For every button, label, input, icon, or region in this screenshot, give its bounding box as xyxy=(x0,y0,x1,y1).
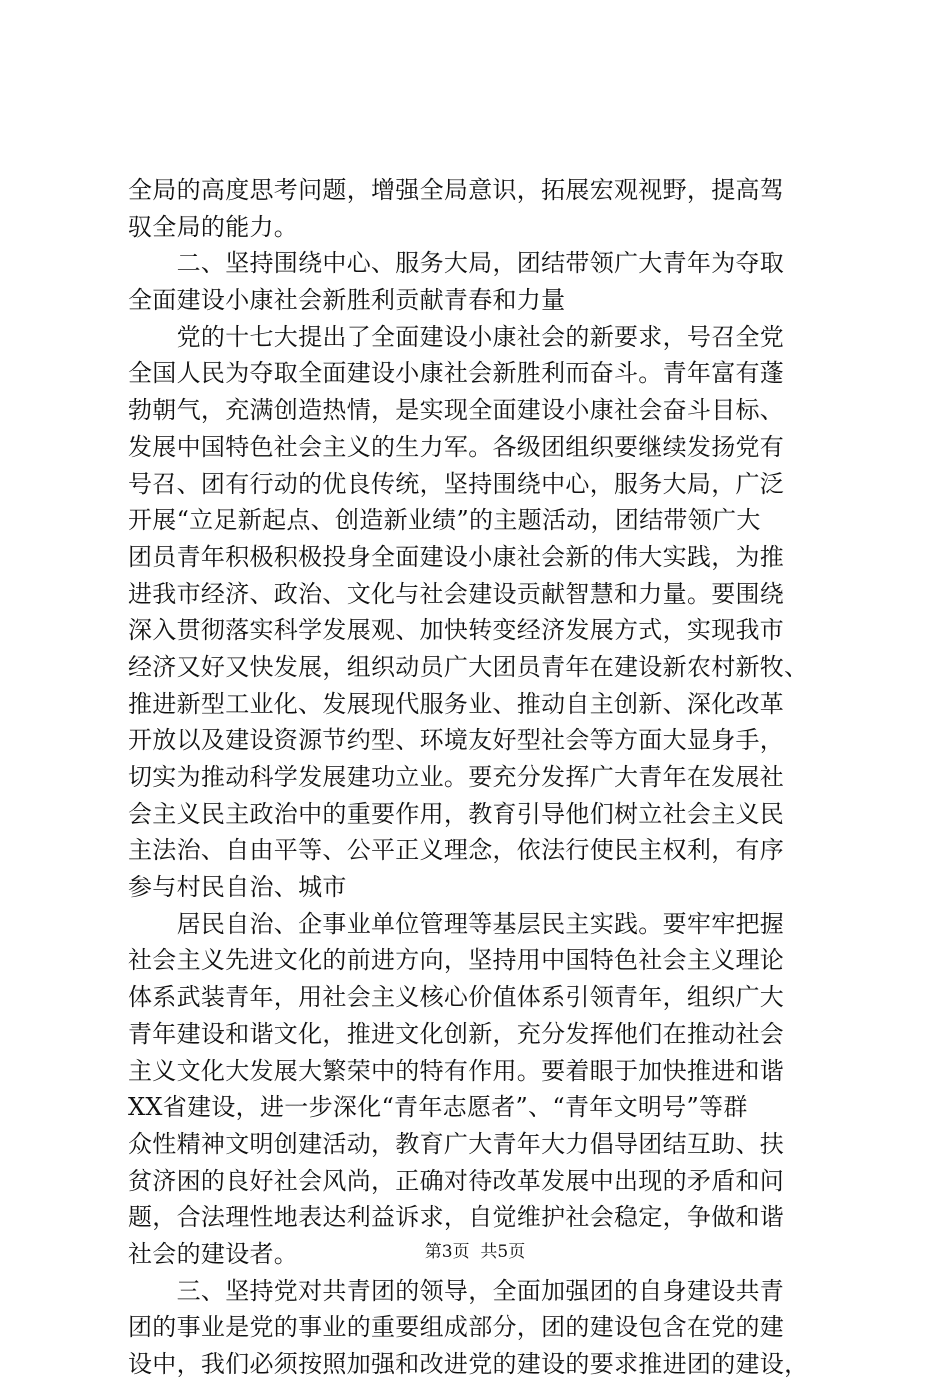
body-text xyxy=(128,172,828,1383)
text-line: 深入贯彻落实科学发展观、加快转变经济发展方式，实现我市 xyxy=(128,616,785,645)
text-line: 党的十七大提出了全面建设小康社会的新要求，号召全党 xyxy=(128,322,785,351)
text-line: 推进新型工业化、发展现代服务业、推动自主创新、深化改革 xyxy=(128,689,785,718)
text-line: 参与村民自治、城市 xyxy=(128,873,347,902)
text-line: 社会主义先进文化的前进方向，坚持用中国特色社会主义理论 xyxy=(128,946,785,975)
text-line: 主义文化大发展大繁荣中的特有作用。要着眼于加快推进和谐 xyxy=(128,1056,785,1085)
section-heading-line: 三、坚持党对共青团的领导，全面加强团的自身建设共青 xyxy=(128,1276,785,1305)
text-line: 发展中国特色社会主义的生力军。各级团组织要继续发扬党有 xyxy=(128,432,785,461)
text-line: 全国人民为夺取全面建设小康社会新胜利而奋斗。青年富有蓬 xyxy=(128,359,785,388)
text-line: 设中，我们必须按照加强和改进党的建设的要求推进团的建设， xyxy=(128,1350,809,1378)
section-heading-line: 二、坚持围绕中心、服务大局，团结带领广大青年为夺取 xyxy=(128,249,785,278)
text-line: 进我市经济、政治、文化与社会建设贡献智慧和力量。要围绕 xyxy=(128,579,785,608)
text-line: 切实为推动科学发展建功立业。要充分发挥广大青年在发展社 xyxy=(128,763,785,791)
text-line: 经济又好又快发展，组织动员广大团员青年在建设新农村新牧、 xyxy=(128,652,809,681)
text-line: XX省建设，进一步深化“青年志愿者”、“青年文明号”等群 xyxy=(128,1093,748,1122)
text-line: 青年建设和谐文化，推进文化创新，充分发挥他们在推动社会 xyxy=(128,1019,785,1048)
text-line: 居民自治、企事业单位管理等基层民主实践。要牢牢把握 xyxy=(128,909,785,938)
text-line: 主法治、自由平等、公平正义理念，依法行使民主权利，有序 xyxy=(128,836,785,865)
text-line: 众性精神文明创建活动，教育广大青年大力倡导团结互助、扶 xyxy=(128,1129,785,1158)
text-line: 体系武装青年，用社会主义核心价值体系引领青年，组织广大 xyxy=(128,983,785,1012)
text-line: 全局的高度思考问题，增强全局意识，拓展宏观视野，提高驾 xyxy=(128,176,785,204)
text-line: 团的事业是党的事业的重要组成部分，团的建设包含在党的建 xyxy=(128,1313,785,1342)
text-line: 贫济困的良好社会风尚，正确对待改革发展中出现的矛盾和问 xyxy=(128,1166,785,1195)
text-line: 会主义民主政治中的重要作用，教育引导他们树立社会主义民 xyxy=(128,799,785,828)
text-line: 号召、团有行动的优良传统，坚持围绕中心，服务大局，广泛 xyxy=(128,469,785,498)
text-line: 开放以及建设资源节约型、环境友好型社会等方面大显身手， xyxy=(128,726,785,755)
text-line: 勃朝气，充满创造热情，是实现全面建设小康社会奋斗目标、 xyxy=(128,396,785,425)
text-line: 开展“立足新起点、创造新业绩”的主题活动，团结带领广大 xyxy=(128,506,761,535)
text-line: 驭全局的能力。 xyxy=(128,212,299,241)
text-line: 题，合法理性地表达利益诉求，自觉维护社会稳定，争做和谐 xyxy=(128,1203,785,1232)
text-line: 社会的建设者。 xyxy=(128,1239,299,1268)
text-line: 团员青年积极积极投身全面建设小康社会新的伟大实践，为推 xyxy=(128,542,785,571)
section-heading-line: 全面建设小康社会新胜利贡献青春和力量 xyxy=(128,286,566,315)
page-number-footer: 第3页 共5页 xyxy=(424,1242,526,1262)
